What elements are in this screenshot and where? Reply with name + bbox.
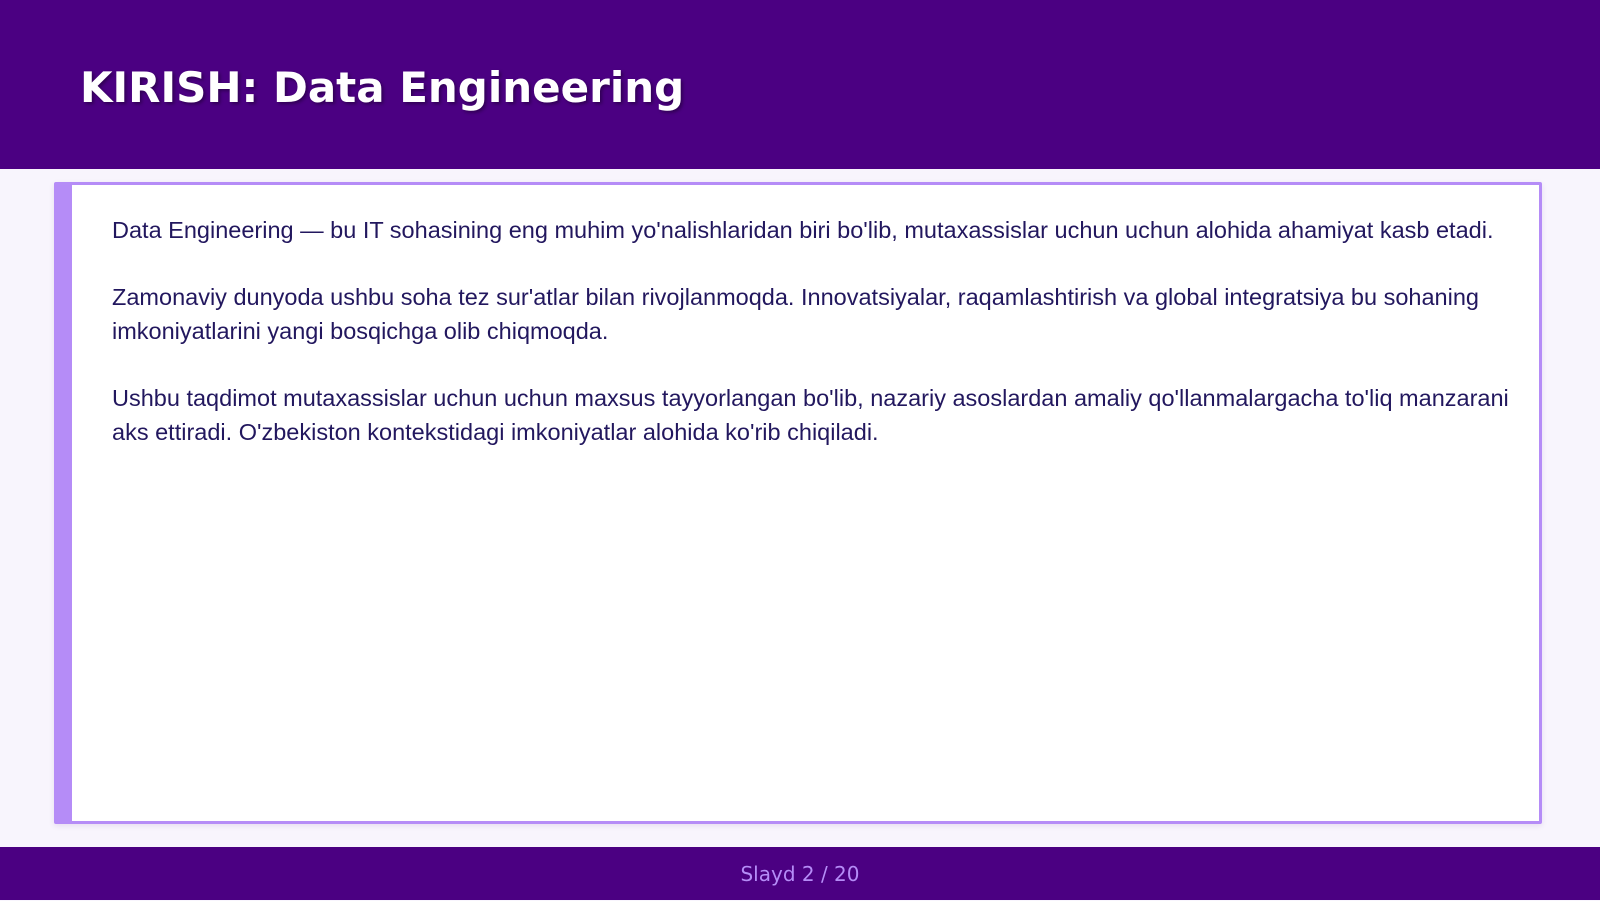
- slide-title: KIRISH: Data Engineering: [80, 63, 685, 112]
- paragraph-presentation: Ushbu taqdimot mutaxassislar uchun uchun maxsus tayyorlangan bo'lib, nazariy asoslardan amaliy qo'llanmalargacha to'liq manzarani aks ettiradi. O'zbekiston kontekstidagi imkoniyatlar alohida ko'rib chiqiladi.: [112, 385, 1509, 445]
- slide-header: [0, 0, 1600, 169]
- paragraph-intro: Data Engineering — bu IT sohasining eng muhim yo'nalishlaridan biri bo'lib, mutaxassislar uchun uchun alohida ahamiyat kasb etadi.: [112, 217, 1494, 243]
- slide-footer: [0, 847, 1600, 900]
- paragraph-modern-world: Zamonaviy dunyoda ushbu soha tez sur'atlar bilan rivojlanmoqda. Innovatsiyalar, raqamlashtirish va global integratsiya bu sohaning imkoniyatlarini yangi bosqichga olib chiqmoqda.: [112, 284, 1479, 344]
- content-text: [112, 213, 1512, 482]
- content-card: [54, 182, 1542, 824]
- slide-counter: Slayd 2 / 20: [740, 862, 860, 886]
